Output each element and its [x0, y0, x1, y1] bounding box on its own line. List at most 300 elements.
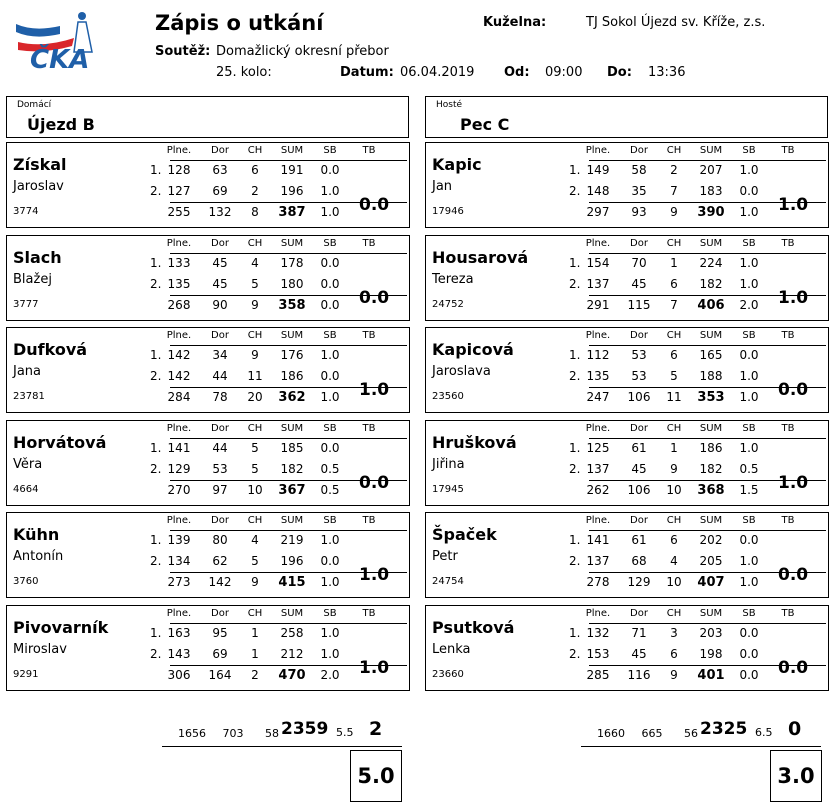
- column-header: Dor: [211, 608, 229, 619]
- player-id: 3777: [13, 298, 39, 310]
- row-number: 2.: [569, 647, 581, 661]
- game-value: 61: [631, 533, 647, 548]
- player-tb: 1.0: [359, 565, 390, 586]
- column-header: SB: [323, 515, 337, 527]
- game-value: 112: [586, 348, 610, 363]
- home-player-card: [6, 327, 410, 413]
- column-header: TB: [781, 145, 795, 156]
- total-value: 2.0: [739, 297, 759, 312]
- game-value: 45: [631, 461, 647, 476]
- column-header: Plne.: [585, 515, 611, 527]
- row-number: 2.: [569, 554, 581, 569]
- total-value: 97: [212, 482, 228, 497]
- game-value: 6: [251, 163, 259, 177]
- home-label: Domácí: [17, 100, 52, 110]
- game-value: 1.0: [320, 533, 340, 548]
- competition-value: Domažlický okresní přebor: [216, 44, 389, 59]
- row-number: 2.: [150, 461, 162, 476]
- column-header: Dor: [630, 330, 648, 342]
- date-label: Datum:: [340, 65, 394, 80]
- row-number: 1.: [569, 626, 581, 640]
- total-value: 0.0: [320, 297, 340, 312]
- away-player-card: [425, 142, 829, 228]
- game-value: 132: [586, 626, 610, 640]
- player-tb: 0.0: [359, 287, 390, 308]
- column-header: SUM: [699, 608, 723, 619]
- total-value: 284: [167, 390, 191, 405]
- game-value: 44: [212, 440, 228, 455]
- total-value: 1.0: [739, 390, 759, 405]
- column-header: Dor: [630, 422, 648, 434]
- total-value: 78: [212, 390, 228, 405]
- total-value: 1.0: [320, 575, 340, 590]
- total-value: 367: [278, 482, 306, 498]
- game-value: 128: [167, 163, 191, 177]
- header-divider: [589, 253, 826, 254]
- game-value: 4: [251, 533, 259, 548]
- total-value: 2: [251, 668, 259, 682]
- player-last-name: Housarová: [432, 247, 529, 267]
- player-tb: 1.0: [359, 658, 390, 678]
- game-value: 196: [280, 184, 304, 198]
- column-header: SB: [742, 145, 756, 156]
- game-value: 6: [670, 348, 678, 363]
- game-value: 1.0: [739, 163, 759, 177]
- total-value: 9: [670, 205, 678, 219]
- game-value: 154: [586, 255, 610, 270]
- player-first-name: Věra: [13, 456, 43, 472]
- column-header: CH: [666, 237, 682, 249]
- column-header: Plne.: [166, 330, 192, 342]
- column-header: SB: [323, 330, 337, 342]
- total-value: 164: [208, 668, 232, 682]
- total-value: 11: [666, 390, 682, 405]
- away-team-name: Pec C: [460, 115, 510, 134]
- total-value: 9: [251, 297, 259, 312]
- column-header: Plne.: [166, 608, 192, 619]
- player-id: 23660: [432, 669, 464, 680]
- column-header: SUM: [280, 515, 304, 527]
- total-value: 270: [167, 482, 191, 497]
- total-value: 401: [697, 668, 725, 683]
- column-header: Dor: [211, 515, 229, 527]
- player-id: 24752: [432, 298, 464, 310]
- column-header: SUM: [280, 330, 304, 342]
- column-header: CH: [247, 237, 263, 249]
- column-header: Dor: [630, 237, 648, 249]
- column-header: Dor: [211, 330, 229, 342]
- game-value: 69: [212, 184, 228, 198]
- total-value: 10: [247, 482, 263, 497]
- player-last-name: Horvátová: [13, 432, 107, 452]
- total-value: 132: [208, 205, 232, 219]
- game-value: 212: [280, 647, 304, 661]
- game-value: 35: [631, 184, 647, 198]
- game-value: 63: [212, 163, 228, 177]
- header-divider: [589, 530, 826, 531]
- game-value: 127: [167, 184, 191, 198]
- row-number: 1.: [150, 348, 162, 363]
- away-total-sum: 2325: [700, 719, 748, 739]
- column-header: Dor: [211, 237, 229, 249]
- away-total-plne: 1660: [597, 727, 625, 740]
- column-header: SB: [742, 422, 756, 434]
- player-last-name: Hrušková: [432, 432, 517, 452]
- total-value: 262: [586, 482, 610, 497]
- column-header: SB: [323, 608, 337, 619]
- column-header: SB: [742, 330, 756, 342]
- game-value: 1: [670, 440, 678, 455]
- end-time-label: Do:: [607, 65, 632, 80]
- game-value: 142: [167, 348, 191, 363]
- game-value: 0.0: [320, 440, 340, 455]
- total-value: 278: [586, 575, 610, 590]
- total-value: 407: [697, 575, 725, 591]
- column-header: CH: [666, 330, 682, 342]
- game-value: 224: [699, 255, 723, 270]
- game-value: 137: [586, 276, 610, 291]
- game-value: 2: [670, 163, 678, 177]
- total-value: 406: [697, 297, 725, 313]
- total-value: 1.0: [320, 205, 340, 219]
- header-divider: [170, 623, 407, 624]
- game-value: 61: [631, 440, 647, 455]
- start-time-value: 09:00: [545, 65, 583, 80]
- game-value: 71: [631, 626, 647, 640]
- game-value: 125: [586, 440, 610, 455]
- game-value: 9: [251, 348, 259, 363]
- total-value: 255: [167, 205, 191, 219]
- player-first-name: Blažej: [13, 271, 52, 287]
- away-player-card: [425, 327, 829, 413]
- game-value: 0.5: [320, 461, 340, 476]
- game-value: 1.0: [739, 554, 759, 569]
- header-divider: [170, 253, 407, 254]
- game-value: 0.0: [739, 348, 759, 363]
- home-total-sum: 2359: [281, 719, 329, 739]
- home-team-name: Újezd B: [27, 115, 95, 134]
- game-value: 186: [699, 440, 723, 455]
- total-value: 20: [247, 390, 263, 405]
- column-header: SB: [742, 237, 756, 249]
- column-header: SB: [323, 237, 337, 249]
- total-value: 306: [167, 668, 191, 682]
- player-last-name: Kapicová: [432, 340, 514, 360]
- column-header: TB: [781, 515, 795, 527]
- column-header: CH: [666, 422, 682, 434]
- row-number: 1.: [569, 533, 581, 548]
- game-value: 0.0: [320, 276, 340, 291]
- game-value: 180: [280, 276, 304, 291]
- row-number: 2.: [150, 554, 162, 569]
- game-value: 7: [670, 184, 678, 198]
- game-value: 62: [212, 554, 228, 569]
- game-value: 1: [670, 255, 678, 270]
- home-total-plne: 1656: [178, 727, 206, 740]
- column-header: CH: [247, 330, 263, 342]
- row-number: 1.: [150, 163, 162, 177]
- away-total-tb: 0: [788, 718, 802, 740]
- game-value: 53: [212, 461, 228, 476]
- column-header: TB: [781, 608, 795, 619]
- column-header: SUM: [280, 608, 304, 619]
- column-header: Dor: [630, 145, 648, 156]
- column-header: Dor: [211, 422, 229, 434]
- game-value: 1.0: [320, 348, 340, 363]
- game-value: 45: [631, 276, 647, 291]
- game-value: 95: [212, 626, 228, 640]
- total-value: 9: [251, 575, 259, 590]
- game-value: 258: [280, 626, 304, 640]
- total-value: 358: [278, 297, 306, 313]
- game-value: 135: [167, 276, 191, 291]
- player-first-name: Lenka: [432, 642, 471, 657]
- game-value: 165: [699, 348, 723, 363]
- game-value: 198: [699, 647, 723, 661]
- column-header: CH: [666, 145, 682, 156]
- row-number: 1.: [569, 348, 581, 363]
- column-header: SUM: [280, 145, 304, 156]
- player-tb: 0.0: [359, 472, 390, 493]
- total-value: 129: [627, 575, 651, 590]
- column-header: Plne.: [166, 237, 192, 249]
- game-value: 137: [586, 554, 610, 569]
- player-tb: 1.0: [778, 195, 809, 215]
- away-final-score: 3.0: [770, 750, 822, 802]
- away-player-card: [425, 420, 829, 506]
- cka-logo: [14, 8, 106, 74]
- game-value: 139: [167, 533, 191, 548]
- away-player-card: [425, 235, 829, 321]
- total-value: 106: [627, 482, 651, 497]
- page-title: Zápis o utkání: [155, 11, 324, 35]
- total-value: 1.0: [739, 205, 759, 219]
- game-value: 9: [670, 461, 678, 476]
- row-number: 1.: [569, 163, 581, 177]
- away-label: Hosté: [436, 100, 463, 110]
- total-value: 1.0: [739, 575, 759, 590]
- column-header: Dor: [630, 608, 648, 619]
- venue-value: TJ Sokol Újezd sv. Kříže, z.s.: [586, 15, 766, 30]
- total-value: 93: [631, 205, 647, 219]
- game-value: 133: [167, 255, 191, 270]
- game-value: 6: [670, 533, 678, 548]
- total-value: 268: [167, 297, 191, 312]
- total-value: 297: [586, 205, 610, 219]
- game-value: 141: [167, 440, 191, 455]
- row-number: 1.: [569, 255, 581, 270]
- player-id: 3760: [13, 576, 39, 588]
- total-value: 10: [666, 482, 682, 497]
- game-value: 135: [586, 369, 610, 384]
- game-value: 1.0: [320, 647, 340, 661]
- total-value: 273: [167, 575, 191, 590]
- away-total-sb: 6.5: [755, 726, 773, 739]
- game-value: 45: [212, 276, 228, 291]
- column-header: TB: [362, 515, 376, 527]
- player-last-name: Psutková: [432, 618, 515, 637]
- total-value: 2.0: [320, 668, 340, 682]
- game-value: 134: [167, 554, 191, 569]
- player-id: 17946: [432, 206, 464, 217]
- player-id: 24754: [432, 576, 464, 588]
- header-divider: [170, 530, 407, 531]
- game-value: 219: [280, 533, 304, 548]
- game-value: 1.0: [739, 276, 759, 291]
- game-value: 1.0: [739, 369, 759, 384]
- row-number: 1.: [150, 440, 162, 455]
- total-value: 9: [670, 668, 678, 682]
- game-value: 58: [631, 163, 647, 177]
- total-value: 291: [586, 297, 610, 312]
- game-value: 34: [212, 348, 228, 363]
- player-first-name: Tereza: [432, 271, 474, 287]
- home-player-card: [6, 235, 410, 321]
- header-divider: [589, 345, 826, 346]
- game-value: 1: [251, 626, 259, 640]
- header-divider: [589, 623, 826, 624]
- player-first-name: Antonín: [13, 549, 64, 565]
- game-value: 178: [280, 255, 304, 270]
- player-id: 4664: [13, 483, 39, 495]
- game-value: 4: [670, 554, 678, 569]
- game-value: 1: [251, 647, 259, 661]
- game-value: 182: [699, 276, 723, 291]
- total-value: 106: [627, 390, 651, 405]
- game-value: 191: [280, 163, 304, 177]
- game-value: 186: [280, 369, 304, 384]
- total-value: 116: [627, 668, 651, 682]
- game-value: 205: [699, 554, 723, 569]
- away-player-card: [425, 605, 829, 691]
- game-value: 0.0: [320, 554, 340, 569]
- away-player-card: [425, 512, 829, 598]
- svg-text:ČKA: ČKA: [30, 45, 90, 74]
- column-header: CH: [247, 145, 263, 156]
- home-player-card: [6, 512, 410, 598]
- home-total-ch: 58: [265, 727, 279, 740]
- game-value: 137: [586, 461, 610, 476]
- game-value: 0.0: [320, 163, 340, 177]
- round-label: 25. kolo:: [216, 65, 272, 80]
- column-header: CH: [247, 422, 263, 434]
- column-header: Dor: [211, 145, 229, 156]
- total-value: 362: [278, 390, 306, 406]
- total-value: 390: [697, 205, 725, 220]
- player-last-name: Kapic: [432, 155, 482, 174]
- player-last-name: Dufková: [13, 340, 88, 360]
- game-value: 53: [631, 348, 647, 363]
- total-value: 1.0: [320, 390, 340, 405]
- game-value: 149: [586, 163, 610, 177]
- player-tb: 1.0: [778, 472, 809, 493]
- column-header: SB: [323, 145, 337, 156]
- column-header: CH: [247, 608, 263, 619]
- player-tb: 0.0: [359, 195, 390, 215]
- column-header: CH: [247, 515, 263, 527]
- total-value: 7: [670, 297, 678, 312]
- column-header: CH: [666, 515, 682, 527]
- game-value: 6: [670, 276, 678, 291]
- player-id: 23560: [432, 391, 464, 403]
- game-value: 68: [631, 554, 647, 569]
- column-header: TB: [781, 237, 795, 249]
- header-divider: [589, 438, 826, 439]
- total-value: 0.5: [320, 482, 340, 497]
- date-value: 06.04.2019: [400, 65, 475, 80]
- row-number: 2.: [569, 461, 581, 476]
- game-value: 45: [212, 255, 228, 270]
- game-value: 80: [212, 533, 228, 548]
- column-header: TB: [781, 330, 795, 342]
- total-value: 387: [278, 205, 306, 220]
- game-value: 1.0: [739, 255, 759, 270]
- game-value: 141: [586, 533, 610, 548]
- column-header: Plne.: [166, 145, 192, 156]
- game-value: 0.0: [320, 255, 340, 270]
- game-value: 6: [670, 647, 678, 661]
- game-value: 1.0: [320, 184, 340, 198]
- header-divider: [589, 160, 826, 161]
- column-header: SUM: [280, 237, 304, 249]
- row-number: 1.: [150, 255, 162, 270]
- player-id: 23781: [13, 391, 45, 403]
- game-value: 2: [251, 184, 259, 198]
- game-value: 0.0: [739, 647, 759, 661]
- game-value: 1.0: [739, 440, 759, 455]
- total-value: 0.0: [739, 668, 759, 682]
- game-value: 69: [212, 647, 228, 661]
- column-header: SUM: [699, 145, 723, 156]
- column-header: SUM: [699, 330, 723, 342]
- game-value: 5: [251, 461, 259, 476]
- game-value: 0.5: [739, 461, 759, 476]
- game-value: 70: [631, 255, 647, 270]
- player-first-name: Jan: [432, 179, 453, 194]
- game-value: 0.0: [739, 533, 759, 548]
- column-header: SB: [323, 422, 337, 434]
- game-value: 183: [699, 184, 723, 198]
- column-header: Plne.: [585, 330, 611, 342]
- game-value: 202: [699, 533, 723, 548]
- header-divider: [170, 345, 407, 346]
- player-last-name: Pivovarník: [13, 618, 109, 637]
- player-last-name: Získal: [13, 155, 67, 174]
- away-team-box: [425, 96, 828, 138]
- game-value: 5: [251, 440, 259, 455]
- venue-label: Kuželna:: [483, 15, 547, 30]
- player-first-name: Jana: [13, 364, 42, 380]
- total-value: 115: [627, 297, 651, 312]
- column-header: SUM: [699, 237, 723, 249]
- home-final-score: 5.0: [350, 750, 402, 802]
- game-value: 129: [167, 461, 191, 476]
- column-header: TB: [362, 237, 376, 249]
- row-number: 2.: [150, 369, 162, 384]
- row-number: 1.: [569, 440, 581, 455]
- header-divider: [170, 438, 407, 439]
- row-number: 2.: [569, 184, 581, 198]
- column-header: Dor: [630, 515, 648, 527]
- game-value: 176: [280, 348, 304, 363]
- player-first-name: Petr: [432, 549, 458, 565]
- game-value: 0.0: [320, 369, 340, 384]
- column-header: Plne.: [585, 237, 611, 249]
- home-team-box: [6, 96, 409, 138]
- column-header: SB: [742, 608, 756, 619]
- player-id: 9291: [13, 669, 39, 680]
- game-value: 148: [586, 184, 610, 198]
